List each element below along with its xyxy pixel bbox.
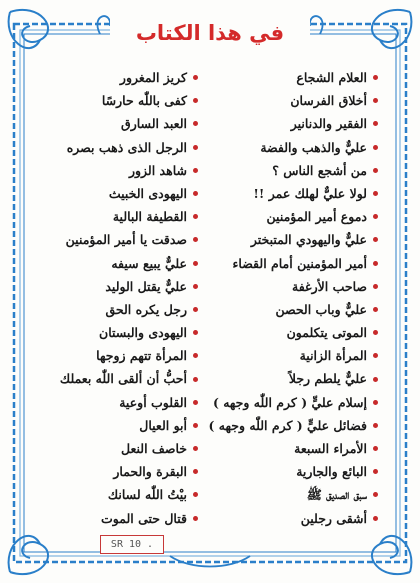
- bullet-dot-icon: [373, 516, 378, 521]
- bullet-dot-icon: [193, 75, 198, 80]
- list-item: اليهودى والبستان: [26, 321, 198, 344]
- bullet-dot-icon: [373, 168, 378, 173]
- bullet-dot-icon: [373, 423, 378, 428]
- page-stamp: SR 10 .: [100, 535, 164, 554]
- list-item: أبو العيال: [26, 414, 198, 437]
- bullet-dot-icon: [373, 145, 378, 150]
- bullet-dot-icon: [193, 237, 198, 242]
- bullet-dot-icon: [373, 284, 378, 289]
- list-item: اليهودى الخبيث: [26, 182, 198, 205]
- list-item: الأمراء السبعة: [206, 437, 378, 460]
- list-item: كريز المغرور: [26, 66, 198, 89]
- bullet-dot-icon: [373, 377, 378, 382]
- bullet-dot-icon: [193, 492, 198, 497]
- bullet-dot-icon: [193, 261, 198, 266]
- bullet-dot-icon: [193, 121, 198, 126]
- page-title: في هذا الكتاب: [110, 16, 310, 50]
- list-item: عليٌّ يقتل الوليد: [26, 275, 198, 298]
- bullet-dot-icon: [193, 400, 198, 405]
- list-item: فضائل عليٍّ ( كرم اللّٰه وجهه ): [206, 414, 378, 437]
- bullet-dot-icon: [193, 168, 198, 173]
- bullet-dot-icon: [193, 353, 198, 358]
- bullet-dot-icon: [373, 353, 378, 358]
- bullet-dot-icon: [373, 400, 378, 405]
- list-item: عليٌّ والذهب والفضة: [206, 136, 378, 159]
- bullet-dot-icon: [373, 214, 378, 219]
- bullet-dot-icon: [373, 237, 378, 242]
- list-item: المرأة تتهم زوجها: [26, 344, 198, 367]
- bullet-dot-icon: [373, 469, 378, 474]
- list-item: سبق الصديق ﷺ: [206, 483, 378, 506]
- list-item: لولا عليٌّ لهلك عمر !!: [206, 182, 378, 205]
- bullet-dot-icon: [373, 261, 378, 266]
- list-item: خاصف النعل: [26, 437, 198, 460]
- bullet-dot-icon: [193, 98, 198, 103]
- list-item: أحبُّ أن ألقى اللّٰه بعملك: [26, 367, 198, 390]
- bullet-dot-icon: [193, 191, 198, 196]
- list-item: كفى باللّٰه حارسًا: [26, 89, 198, 112]
- bullet-dot-icon: [373, 75, 378, 80]
- list-item: العبد السارق: [26, 112, 198, 135]
- list-item: أخلاق الفرسان: [206, 89, 378, 112]
- list-item: عليٌّ يبيع سيفه: [26, 252, 198, 275]
- list-item: إسلام عليٍّ ( كرم اللّٰه وجهه ): [206, 391, 378, 414]
- bullet-dot-icon: [373, 307, 378, 312]
- bullet-dot-icon: [373, 121, 378, 126]
- bullet-dot-icon: [193, 330, 198, 335]
- bullet-dot-icon: [193, 145, 198, 150]
- bullet-dot-icon: [373, 446, 378, 451]
- bullet-dot-icon: [373, 330, 378, 335]
- list-item: المرأة الزانية: [206, 344, 378, 367]
- contents-column-right: [206, 66, 378, 530]
- contents-column-left: [26, 66, 198, 530]
- list-item: عليٌّ يلطم رجلاً: [206, 367, 378, 390]
- list-item: دموع أمير المؤمنين: [206, 205, 378, 228]
- list-item: الفقير والدنانير: [206, 112, 378, 135]
- bullet-dot-icon: [193, 307, 198, 312]
- list-item: القلوب أوعية: [26, 391, 198, 414]
- list-item: صدقت يا أمير المؤمنين: [26, 228, 198, 251]
- list-item: الموتى يتكلمون: [206, 321, 378, 344]
- bullet-dot-icon: [193, 284, 198, 289]
- bullet-dot-icon: [193, 423, 198, 428]
- list-item: عليٌّ واليهودي المتبختر: [206, 228, 378, 251]
- bullet-dot-icon: [193, 446, 198, 451]
- list-item: البائع والجارية: [206, 460, 378, 483]
- bullet-dot-icon: [373, 98, 378, 103]
- list-item: الرجل الذى ذهب بصره: [26, 136, 198, 159]
- list-item: العلام الشجاع: [206, 66, 378, 89]
- bullet-dot-icon: [193, 516, 198, 521]
- list-item: أشقى رجلين: [206, 507, 378, 530]
- list-item: صاحب الأرغفة: [206, 275, 378, 298]
- list-item: القطيفة البالية: [26, 205, 198, 228]
- list-item: قتال حتى الموت: [26, 507, 198, 530]
- bullet-dot-icon: [373, 191, 378, 196]
- list-item: من أشجع الناس ؟: [206, 159, 378, 182]
- list-item: رجل يكره الحق: [26, 298, 198, 321]
- list-item: عليٌّ وباب الحصن: [206, 298, 378, 321]
- list-item: البقرة والحمار: [26, 460, 198, 483]
- list-item: بيْتُ اللّٰه لسانك: [26, 483, 198, 506]
- bullet-dot-icon: [193, 469, 198, 474]
- bullet-dot-icon: [193, 377, 198, 382]
- list-item: أمير المؤمنين أمام القضاء: [206, 252, 378, 275]
- list-item: شاهد الزور: [26, 159, 198, 182]
- bullet-dot-icon: [373, 492, 378, 497]
- bullet-dot-icon: [193, 214, 198, 219]
